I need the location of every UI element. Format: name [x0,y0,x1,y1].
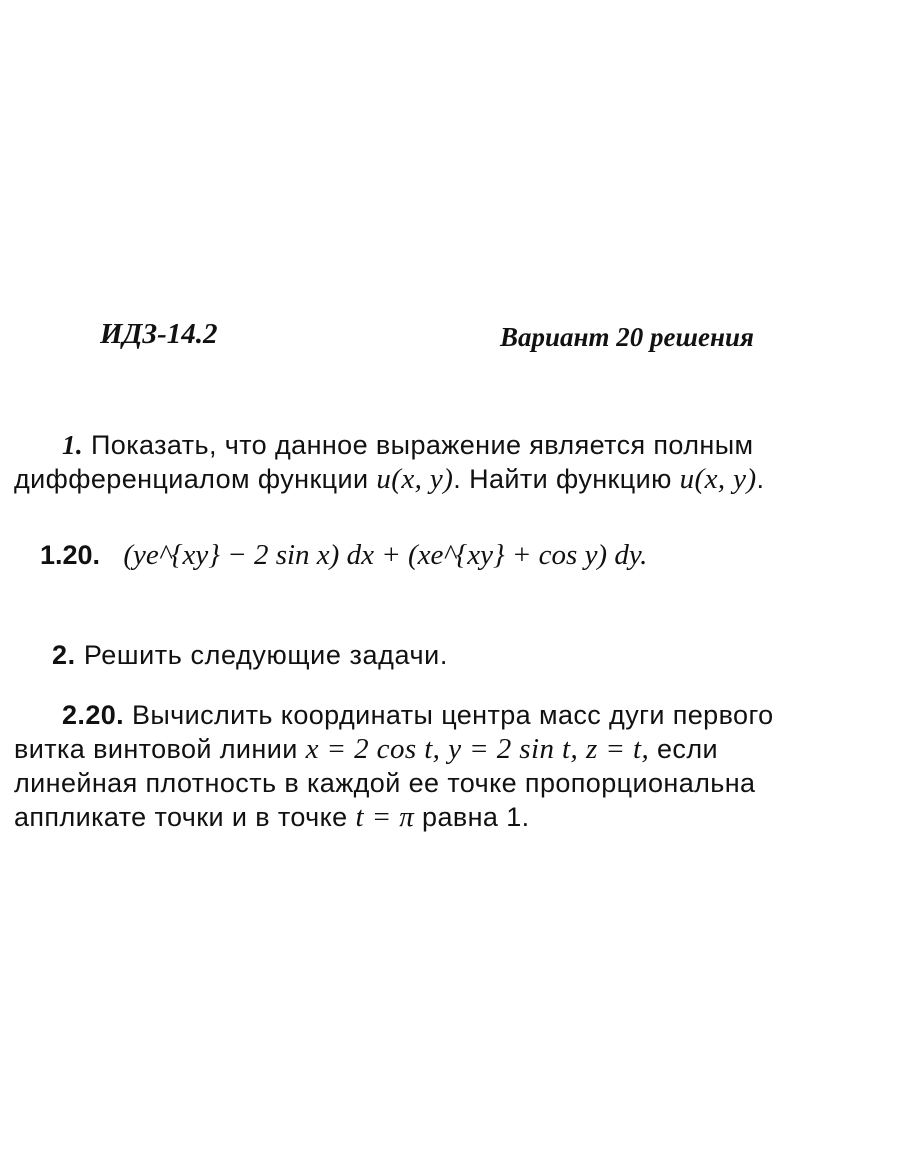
task-1-line-2-mid: . Найти функцию [453,464,672,494]
task-1-function-2: u(x, y) [679,463,757,495]
problem-line-4-start: аппликате точки и в точке [14,802,348,832]
equation-z: z = t, [586,733,650,765]
task-1-statement [14,428,876,496]
problem-line-4-end: равна 1. [422,802,530,832]
equation-t: t = π [355,801,415,833]
task-1-number: 1. [62,430,84,460]
problem-line-1: Вычислить координаты центра масс дуги первого [131,700,774,730]
task-2-heading [52,640,448,671]
formula-number: 1.20. [40,540,101,570]
formula-expression: (ye^{xy} − 2 sin x) dx + (xe^{xy} + cos y) dy. [123,539,648,571]
problem-line-3: линейная плотность в каждой ее точке пропорциональна [14,768,756,798]
equation-y: y = 2 sin t, [448,733,579,765]
equation-x: x = 2 cos t, [305,733,441,765]
problem-number: 2.20. [62,700,125,730]
task-2-heading-text: Решить следующие задачи. [83,640,448,670]
page-header [0,318,910,368]
problem-line-2-start: витка винтовой линии [14,734,298,764]
task-1-line-2-start: дифференциалом функции [14,464,369,494]
variant-title: Вариант 20 решения [500,322,754,352]
assignment-code: ИДЗ-14.2 [100,318,218,350]
task-1-line-2-end: . [756,464,765,494]
problem-line-2-end: если [657,734,718,764]
formula-1-20 [40,535,880,575]
task-1-line-1: Показать, что данное выражение является полным [90,430,754,460]
task-1-function-1: u(x, y) [376,463,454,495]
problem-2-20 [14,698,876,834]
task-2-number: 2. [52,640,76,670]
